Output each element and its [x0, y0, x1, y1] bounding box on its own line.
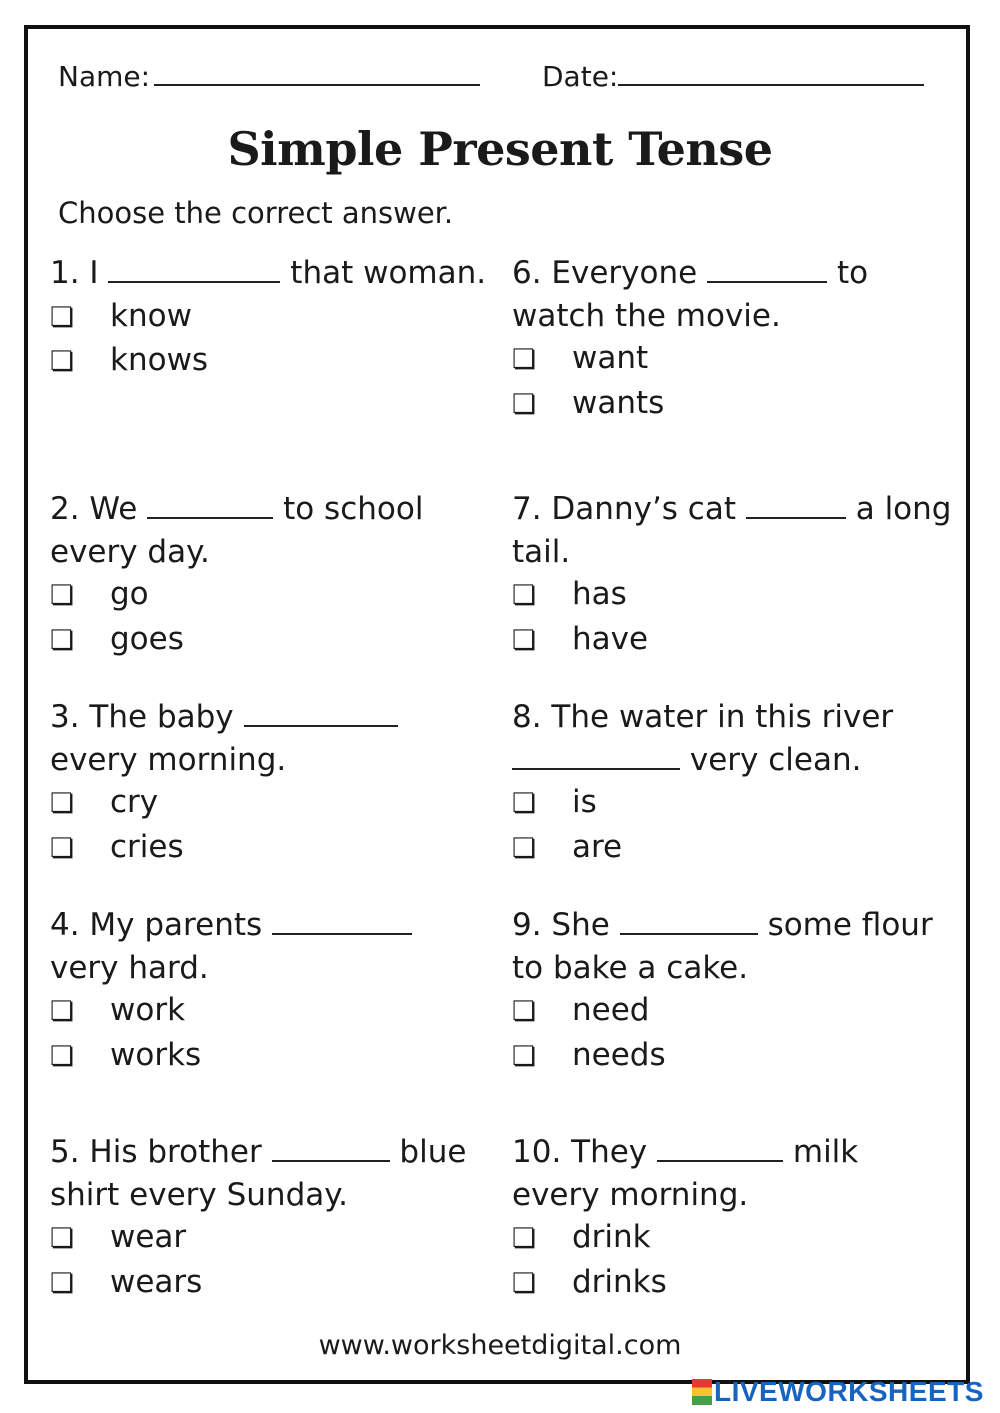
question-9	[512, 904, 952, 1078]
question-5	[50, 1131, 500, 1305]
option-1a[interactable]: ❏ know	[50, 295, 490, 340]
checkbox-icon[interactable]: ❏	[50, 624, 75, 656]
checkbox-icon[interactable]: ❏	[50, 301, 75, 333]
question-text: 7. Danny’s cat a long tail.	[512, 491, 952, 570]
checkbox-icon[interactable]: ❏	[50, 346, 75, 377]
option-3b[interactable]: ❏ cries	[50, 826, 490, 871]
option-10a[interactable]: ❏ drink	[512, 1216, 952, 1261]
name-line[interactable]	[154, 58, 480, 86]
question-4	[50, 904, 490, 1078]
option-9a[interactable]: ❏ need	[512, 989, 952, 1034]
checkbox-icon[interactable]: ❏	[512, 996, 537, 1027]
question-text: 9. She some flour to bake a cake.	[512, 907, 933, 986]
question-10	[512, 1131, 952, 1305]
answer-blank	[657, 1138, 783, 1162]
checkbox-icon[interactable]: ❏	[512, 788, 537, 819]
name-label: Name:	[58, 60, 151, 93]
option-6a[interactable]: ❏ want	[512, 337, 952, 382]
question-8	[512, 696, 952, 870]
date-label: Date:	[542, 60, 619, 93]
answer-blank	[707, 259, 827, 283]
answer-blank	[620, 911, 758, 935]
question-text: 1. I that woman.	[50, 255, 487, 291]
option-7a[interactable]: ❏ has	[512, 573, 952, 618]
answer-blank	[108, 259, 280, 283]
option-1b[interactable]: ❏ knows	[50, 339, 490, 384]
checkbox-icon[interactable]: ❏	[50, 1040, 75, 1072]
checkbox-icon[interactable]: ❏	[50, 996, 75, 1027]
checkbox-icon[interactable]: ❏	[50, 788, 75, 819]
checkbox-icon[interactable]: ❏	[512, 344, 537, 375]
question-6	[512, 252, 952, 426]
question-1	[50, 252, 490, 384]
question-text: 4. My parents very hard.	[50, 904, 490, 989]
option-8b[interactable]: ❏ are	[512, 826, 952, 871]
question-text: 3. The baby every morning.	[50, 696, 490, 781]
option-5b[interactable]: ❏ wears	[50, 1261, 500, 1306]
option-6b[interactable]: ❏ wants	[512, 382, 952, 427]
checkbox-icon[interactable]: ❏	[512, 832, 537, 864]
date-field	[542, 58, 924, 93]
question-text: 6. Everyone to watch the movie.	[512, 255, 869, 334]
checkbox-icon[interactable]: ❏	[512, 624, 537, 656]
question-text: 8. The water in this river very clean.	[512, 699, 894, 778]
checkbox-icon[interactable]: ❏	[512, 1223, 537, 1254]
instructions: Choose the correct answer.	[58, 196, 454, 230]
question-3	[50, 696, 490, 870]
option-2b[interactable]: ❏ goes	[50, 618, 490, 663]
answer-blank	[147, 495, 273, 519]
checkbox-icon[interactable]: ❏	[50, 1223, 75, 1254]
checkbox-icon[interactable]: ❏	[50, 580, 75, 611]
checkbox-icon[interactable]: ❏	[512, 1040, 537, 1072]
name-field	[58, 58, 480, 93]
question-7	[512, 488, 952, 662]
checkbox-icon[interactable]: ❏	[50, 832, 75, 864]
option-5a[interactable]: ❏ wear	[50, 1216, 500, 1261]
question-text: 2. We to school every day.	[50, 491, 424, 570]
checkbox-icon[interactable]: ❏	[512, 1267, 537, 1299]
date-line[interactable]	[618, 58, 924, 86]
answer-blank	[272, 911, 412, 935]
liveworksheets-icon	[692, 1379, 712, 1405]
option-2a[interactable]: ❏ go	[50, 573, 490, 618]
question-text: 10. They milk every morning.	[512, 1134, 859, 1213]
checkbox-icon[interactable]: ❏	[50, 1267, 75, 1299]
option-8a[interactable]: ❏ is	[512, 781, 952, 826]
answer-blank	[746, 495, 846, 519]
option-7b[interactable]: ❏ have	[512, 618, 952, 663]
option-10b[interactable]: ❏ drinks	[512, 1261, 952, 1306]
answer-blank	[272, 1138, 390, 1162]
question-text: 5. His brother blue shirt every Sunday.	[50, 1134, 467, 1213]
question-2	[50, 488, 490, 662]
checkbox-icon[interactable]: ❏	[512, 580, 537, 611]
answer-blank	[244, 703, 398, 727]
footer-url[interactable]: www.worksheetdigital.com	[318, 1330, 682, 1361]
liveworksheets-logo[interactable]: LIVEWORKSHEETS	[692, 1376, 984, 1408]
option-3a[interactable]: ❏ cry	[50, 781, 490, 826]
page-title: Simple Present Tense	[227, 122, 773, 176]
answer-blank	[512, 746, 680, 770]
checkbox-icon[interactable]: ❏	[512, 388, 537, 420]
option-4a[interactable]: ❏ work	[50, 989, 490, 1034]
option-4b[interactable]: ❏ works	[50, 1034, 490, 1079]
option-9b[interactable]: ❏ needs	[512, 1034, 952, 1079]
